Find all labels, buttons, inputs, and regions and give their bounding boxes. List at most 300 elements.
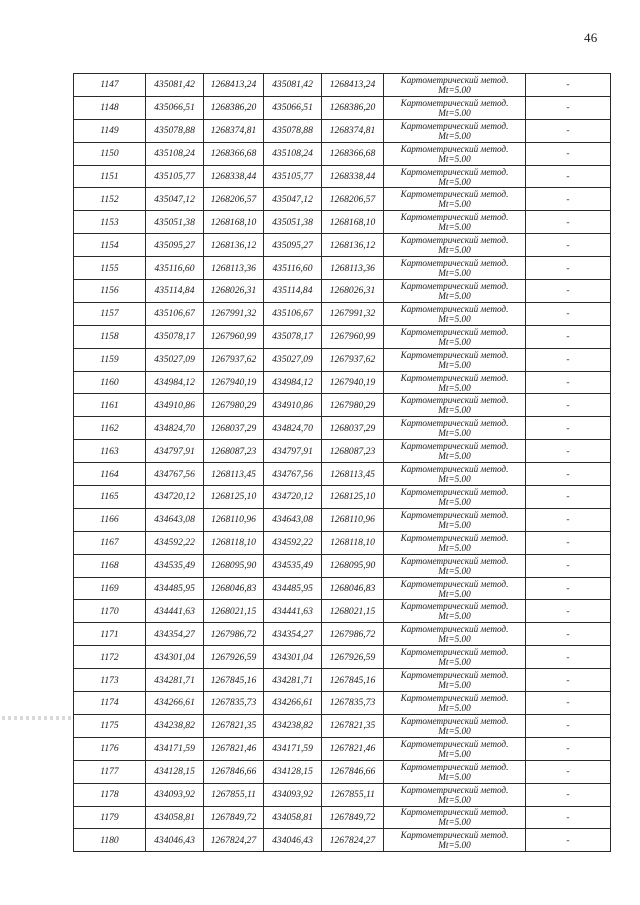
method-text: Картометрический метод.	[400, 166, 509, 177]
description-cell: -	[526, 257, 611, 280]
method-cell	[384, 806, 526, 829]
description-cell: -	[526, 531, 611, 554]
table-row	[74, 96, 611, 119]
table-row	[74, 74, 611, 97]
point-number-cell: 1161	[74, 394, 146, 417]
method-text: Картометрический метод.	[400, 74, 509, 85]
x-coordinate-cell: 434171,59	[146, 737, 204, 760]
point-number-cell: 1155	[74, 257, 146, 280]
method-cell	[384, 394, 526, 417]
table-row	[74, 165, 611, 188]
x-coordinate-cell: 435114,84	[146, 280, 204, 303]
table-row	[74, 600, 611, 623]
description-cell: -	[526, 371, 611, 394]
table-row	[74, 371, 611, 394]
point-number-cell: 1175	[74, 714, 146, 737]
description-cell: -	[526, 440, 611, 463]
table-row	[74, 737, 611, 760]
description-cell: -	[526, 417, 611, 440]
table-row	[74, 646, 611, 669]
method-cell	[384, 211, 526, 234]
y-coordinate-cell: 1268168,10	[322, 211, 384, 234]
point-number-cell: 1156	[74, 280, 146, 303]
y-coordinate-cell: 1268413,24	[204, 74, 264, 97]
accuracy-text: Mt=5.00	[438, 359, 471, 370]
x-coordinate-cell: 434266,61	[146, 692, 204, 715]
method-cell	[384, 783, 526, 806]
y-coordinate-cell: 1267846,66	[322, 760, 384, 783]
x-coordinate-cell: 434354,27	[264, 623, 322, 646]
x-coordinate-cell: 435108,24	[146, 142, 204, 165]
table-row	[74, 325, 611, 348]
accuracy-text: Mt=5.00	[438, 84, 471, 95]
y-coordinate-cell: 1267849,72	[322, 806, 384, 829]
x-coordinate-cell: 434281,71	[264, 669, 322, 692]
description-cell: -	[526, 806, 611, 829]
y-coordinate-cell: 1267991,32	[322, 302, 384, 325]
method-text: Картометрический метод.	[400, 212, 509, 223]
method-cell	[384, 371, 526, 394]
table-row	[74, 257, 611, 280]
x-coordinate-cell: 435066,51	[264, 96, 322, 119]
x-coordinate-cell: 435105,77	[264, 165, 322, 188]
x-coordinate-cell: 434058,81	[264, 806, 322, 829]
accuracy-text: Mt=5.00	[438, 290, 471, 301]
method-text: Картометрический метод.	[400, 280, 509, 291]
description-cell: -	[526, 463, 611, 486]
x-coordinate-cell: 434797,91	[264, 440, 322, 463]
method-cell	[384, 165, 526, 188]
accuracy-text: Mt=5.00	[438, 542, 471, 553]
description-cell: -	[526, 508, 611, 531]
table-row	[74, 806, 611, 829]
table-row	[74, 119, 611, 142]
coordinates-table	[73, 73, 611, 852]
method-text: Картометрический метод.	[400, 395, 509, 406]
method-text: Картометрический метод.	[400, 349, 509, 360]
description-cell: -	[526, 188, 611, 211]
method-text: Картометрический метод.	[400, 326, 509, 337]
table-row	[74, 280, 611, 303]
point-number-cell: 1148	[74, 96, 146, 119]
point-number-cell: 1157	[74, 302, 146, 325]
description-cell: -	[526, 302, 611, 325]
accuracy-text: Mt=5.00	[438, 496, 471, 507]
method-text: Картометрический метод.	[400, 258, 509, 269]
y-coordinate-cell: 1268110,96	[204, 508, 264, 531]
table-row	[74, 302, 611, 325]
method-text: Картометрический метод.	[400, 692, 509, 703]
method-cell	[384, 623, 526, 646]
x-coordinate-cell: 435066,51	[146, 96, 204, 119]
method-cell	[384, 96, 526, 119]
y-coordinate-cell: 1267980,29	[322, 394, 384, 417]
x-coordinate-cell: 435078,17	[264, 325, 322, 348]
x-coordinate-cell: 435078,88	[146, 119, 204, 142]
y-coordinate-cell: 1267940,19	[322, 371, 384, 394]
x-coordinate-cell: 434643,08	[264, 508, 322, 531]
point-number-cell: 1169	[74, 577, 146, 600]
x-coordinate-cell: 434984,12	[146, 371, 204, 394]
x-coordinate-cell: 435078,17	[146, 325, 204, 348]
x-coordinate-cell: 435095,27	[264, 234, 322, 257]
description-cell: -	[526, 211, 611, 234]
table-row	[74, 417, 611, 440]
x-coordinate-cell: 434046,43	[146, 829, 204, 852]
method-cell	[384, 280, 526, 303]
description-cell: -	[526, 348, 611, 371]
method-cell	[384, 119, 526, 142]
method-text: Картометрический метод.	[400, 303, 509, 314]
x-coordinate-cell: 434093,92	[146, 783, 204, 806]
scan-artifact	[2, 716, 72, 720]
x-coordinate-cell: 434643,08	[146, 508, 204, 531]
method-text: Картометрический метод.	[400, 715, 509, 726]
point-number-cell: 1172	[74, 646, 146, 669]
accuracy-text: Mt=5.00	[438, 725, 471, 736]
y-coordinate-cell: 1268046,83	[204, 577, 264, 600]
table-row	[74, 486, 611, 509]
y-coordinate-cell: 1268366,68	[322, 142, 384, 165]
method-text: Картометрический метод.	[400, 670, 509, 681]
x-coordinate-cell: 435106,67	[146, 302, 204, 325]
method-cell	[384, 440, 526, 463]
point-number-cell: 1147	[74, 74, 146, 97]
x-coordinate-cell: 434441,63	[146, 600, 204, 623]
x-coordinate-cell: 434535,49	[146, 554, 204, 577]
x-coordinate-cell: 434767,56	[146, 463, 204, 486]
method-cell	[384, 646, 526, 669]
y-coordinate-cell: 1268087,23	[204, 440, 264, 463]
accuracy-text: Mt=5.00	[438, 382, 471, 393]
table-row	[74, 463, 611, 486]
table-row	[74, 348, 611, 371]
method-text: Картометрический метод.	[400, 830, 509, 841]
method-cell	[384, 188, 526, 211]
accuracy-text: Mt=5.00	[438, 817, 471, 828]
accuracy-text: Mt=5.00	[438, 565, 471, 576]
x-coordinate-cell: 434354,27	[146, 623, 204, 646]
method-text: Картометрический метод.	[400, 486, 509, 497]
point-number-cell: 1168	[74, 554, 146, 577]
x-coordinate-cell: 434128,15	[146, 760, 204, 783]
method-cell	[384, 325, 526, 348]
y-coordinate-cell: 1268037,29	[204, 417, 264, 440]
accuracy-text: Mt=5.00	[438, 474, 471, 485]
y-coordinate-cell: 1268113,45	[204, 463, 264, 486]
y-coordinate-cell: 1268136,12	[322, 234, 384, 257]
page-number: 46	[584, 30, 598, 45]
x-coordinate-cell: 434046,43	[264, 829, 322, 852]
x-coordinate-cell: 435027,09	[264, 348, 322, 371]
description-cell: -	[526, 577, 611, 600]
y-coordinate-cell: 1267980,29	[204, 394, 264, 417]
description-cell: -	[526, 600, 611, 623]
accuracy-text: Mt=5.00	[438, 748, 471, 759]
y-coordinate-cell: 1267845,16	[204, 669, 264, 692]
x-coordinate-cell: 435081,42	[146, 74, 204, 97]
x-coordinate-cell: 434767,56	[264, 463, 322, 486]
accuracy-text: Mt=5.00	[438, 680, 471, 691]
x-coordinate-cell: 434535,49	[264, 554, 322, 577]
method-cell	[384, 257, 526, 280]
x-coordinate-cell: 434485,95	[264, 577, 322, 600]
x-coordinate-cell: 434797,91	[146, 440, 204, 463]
method-text: Картометрический метод.	[400, 120, 509, 131]
table-row	[74, 623, 611, 646]
x-coordinate-cell: 435095,27	[146, 234, 204, 257]
x-coordinate-cell: 435108,24	[264, 142, 322, 165]
method-text: Картометрический метод.	[400, 647, 509, 658]
table-row	[74, 577, 611, 600]
point-number-cell: 1159	[74, 348, 146, 371]
method-text: Картометрический метод.	[400, 143, 509, 154]
x-coordinate-cell: 435116,60	[264, 257, 322, 280]
point-number-cell: 1153	[74, 211, 146, 234]
y-coordinate-cell: 1268338,44	[204, 165, 264, 188]
description-cell: -	[526, 783, 611, 806]
x-coordinate-cell: 434171,59	[264, 737, 322, 760]
method-text: Картометрический метод.	[400, 509, 509, 520]
y-coordinate-cell: 1268026,31	[322, 280, 384, 303]
method-text: Картометрический метод.	[400, 578, 509, 589]
method-cell	[384, 142, 526, 165]
method-text: Картометрический метод.	[400, 235, 509, 246]
accuracy-text: Mt=5.00	[438, 405, 471, 416]
y-coordinate-cell: 1268136,12	[204, 234, 264, 257]
point-number-cell: 1167	[74, 531, 146, 554]
method-cell	[384, 486, 526, 509]
point-number-cell: 1154	[74, 234, 146, 257]
accuracy-text: Mt=5.00	[438, 657, 471, 668]
y-coordinate-cell: 1268046,83	[322, 577, 384, 600]
accuracy-text: Mt=5.00	[438, 176, 471, 187]
y-coordinate-cell: 1268021,15	[322, 600, 384, 623]
point-number-cell: 1178	[74, 783, 146, 806]
y-coordinate-cell: 1268413,24	[322, 74, 384, 97]
method-text: Картометрический метод.	[400, 372, 509, 383]
x-coordinate-cell: 434093,92	[264, 783, 322, 806]
point-number-cell: 1152	[74, 188, 146, 211]
y-coordinate-cell: 1268118,10	[204, 531, 264, 554]
y-coordinate-cell: 1268386,20	[204, 96, 264, 119]
table-row	[74, 394, 611, 417]
y-coordinate-cell: 1268366,68	[204, 142, 264, 165]
method-text: Картометрический метод.	[400, 464, 509, 475]
table-body	[74, 74, 611, 852]
y-coordinate-cell: 1267846,66	[204, 760, 264, 783]
y-coordinate-cell: 1268206,57	[204, 188, 264, 211]
accuracy-text: Mt=5.00	[438, 268, 471, 279]
y-coordinate-cell: 1268338,44	[322, 165, 384, 188]
x-coordinate-cell: 435027,09	[146, 348, 204, 371]
accuracy-text: Mt=5.00	[438, 313, 471, 324]
accuracy-text: Mt=5.00	[438, 634, 471, 645]
y-coordinate-cell: 1268095,90	[322, 554, 384, 577]
method-cell	[384, 302, 526, 325]
y-coordinate-cell: 1268374,81	[204, 119, 264, 142]
accuracy-text: Mt=5.00	[438, 222, 471, 233]
method-cell	[384, 554, 526, 577]
x-coordinate-cell: 434441,63	[264, 600, 322, 623]
accuracy-text: Mt=5.00	[438, 588, 471, 599]
accuracy-text: Mt=5.00	[438, 451, 471, 462]
y-coordinate-cell: 1267824,27	[204, 829, 264, 852]
y-coordinate-cell: 1267855,11	[322, 783, 384, 806]
table-row	[74, 692, 611, 715]
method-cell	[384, 417, 526, 440]
method-cell	[384, 692, 526, 715]
description-cell: -	[526, 646, 611, 669]
x-coordinate-cell: 434238,82	[146, 714, 204, 737]
x-coordinate-cell: 434301,04	[264, 646, 322, 669]
description-cell: -	[526, 669, 611, 692]
x-coordinate-cell: 435047,12	[264, 188, 322, 211]
method-cell	[384, 737, 526, 760]
y-coordinate-cell: 1267821,46	[322, 737, 384, 760]
table-row	[74, 508, 611, 531]
y-coordinate-cell: 1268037,29	[322, 417, 384, 440]
y-coordinate-cell: 1267821,35	[204, 714, 264, 737]
method-cell	[384, 577, 526, 600]
y-coordinate-cell: 1267937,62	[322, 348, 384, 371]
method-cell	[384, 829, 526, 852]
y-coordinate-cell: 1267940,19	[204, 371, 264, 394]
point-number-cell: 1171	[74, 623, 146, 646]
x-coordinate-cell: 434128,15	[264, 760, 322, 783]
accuracy-text: Mt=5.00	[438, 245, 471, 256]
y-coordinate-cell: 1268026,31	[204, 280, 264, 303]
y-coordinate-cell: 1268206,57	[322, 188, 384, 211]
description-cell: -	[526, 165, 611, 188]
point-number-cell: 1179	[74, 806, 146, 829]
method-cell	[384, 348, 526, 371]
y-coordinate-cell: 1268021,15	[204, 600, 264, 623]
point-number-cell: 1177	[74, 760, 146, 783]
x-coordinate-cell: 435078,88	[264, 119, 322, 142]
y-coordinate-cell: 1267855,11	[204, 783, 264, 806]
method-text: Картометрический метод.	[400, 189, 509, 200]
y-coordinate-cell: 1267986,72	[204, 623, 264, 646]
x-coordinate-cell: 435051,38	[146, 211, 204, 234]
y-coordinate-cell: 1267849,72	[204, 806, 264, 829]
x-coordinate-cell: 434592,22	[264, 531, 322, 554]
point-number-cell: 1174	[74, 692, 146, 715]
point-number-cell: 1163	[74, 440, 146, 463]
method-cell	[384, 669, 526, 692]
point-number-cell: 1158	[74, 325, 146, 348]
x-coordinate-cell: 435116,60	[146, 257, 204, 280]
table-row	[74, 714, 611, 737]
accuracy-text: Mt=5.00	[438, 702, 471, 713]
method-cell	[384, 234, 526, 257]
description-cell: -	[526, 142, 611, 165]
y-coordinate-cell: 1267926,59	[322, 646, 384, 669]
method-text: Картометрический метод.	[400, 418, 509, 429]
description-cell: -	[526, 325, 611, 348]
accuracy-text: Mt=5.00	[438, 336, 471, 347]
y-coordinate-cell: 1268095,90	[204, 554, 264, 577]
description-cell: -	[526, 760, 611, 783]
x-coordinate-cell: 434485,95	[146, 577, 204, 600]
x-coordinate-cell: 434824,70	[264, 417, 322, 440]
table-row	[74, 142, 611, 165]
x-coordinate-cell: 435051,38	[264, 211, 322, 234]
table-row	[74, 829, 611, 852]
x-coordinate-cell: 434281,71	[146, 669, 204, 692]
point-number-cell: 1164	[74, 463, 146, 486]
point-number-cell: 1173	[74, 669, 146, 692]
x-coordinate-cell: 434984,12	[264, 371, 322, 394]
point-number-cell: 1151	[74, 165, 146, 188]
table-row	[74, 783, 611, 806]
y-coordinate-cell: 1268113,45	[322, 463, 384, 486]
y-coordinate-cell: 1268113,36	[322, 257, 384, 280]
x-coordinate-cell: 435114,84	[264, 280, 322, 303]
x-coordinate-cell: 434266,61	[264, 692, 322, 715]
method-cell	[384, 714, 526, 737]
x-coordinate-cell: 435106,67	[264, 302, 322, 325]
y-coordinate-cell: 1267991,32	[204, 302, 264, 325]
description-cell: -	[526, 119, 611, 142]
accuracy-text: Mt=5.00	[438, 428, 471, 439]
method-cell	[384, 760, 526, 783]
accuracy-text: Mt=5.00	[438, 611, 471, 622]
y-coordinate-cell: 1268110,96	[322, 508, 384, 531]
method-text: Картометрический метод.	[400, 555, 509, 566]
method-cell	[384, 74, 526, 97]
method-text: Картометрический метод.	[400, 441, 509, 452]
table-row	[74, 440, 611, 463]
y-coordinate-cell: 1268125,10	[204, 486, 264, 509]
x-coordinate-cell: 434592,22	[146, 531, 204, 554]
accuracy-text: Mt=5.00	[438, 794, 471, 805]
method-cell	[384, 600, 526, 623]
method-text: Картометрический метод.	[400, 532, 509, 543]
description-cell: -	[526, 554, 611, 577]
description-cell: -	[526, 829, 611, 852]
x-coordinate-cell: 434720,12	[264, 486, 322, 509]
accuracy-text: Mt=5.00	[438, 153, 471, 164]
y-coordinate-cell: 1267835,73	[204, 692, 264, 715]
x-coordinate-cell: 434910,86	[264, 394, 322, 417]
x-coordinate-cell: 435081,42	[264, 74, 322, 97]
y-coordinate-cell: 1267845,16	[322, 669, 384, 692]
x-coordinate-cell: 434824,70	[146, 417, 204, 440]
accuracy-text: Mt=5.00	[438, 199, 471, 210]
point-number-cell: 1149	[74, 119, 146, 142]
y-coordinate-cell: 1268087,23	[322, 440, 384, 463]
method-text: Картометрический метод.	[400, 624, 509, 635]
y-coordinate-cell: 1267926,59	[204, 646, 264, 669]
y-coordinate-cell: 1268113,36	[204, 257, 264, 280]
point-number-cell: 1160	[74, 371, 146, 394]
x-coordinate-cell: 434238,82	[264, 714, 322, 737]
point-number-cell: 1162	[74, 417, 146, 440]
y-coordinate-cell: 1267824,27	[322, 829, 384, 852]
method-text: Картометрический метод.	[400, 784, 509, 795]
x-coordinate-cell: 435047,12	[146, 188, 204, 211]
description-cell: -	[526, 74, 611, 97]
y-coordinate-cell: 1267986,72	[322, 623, 384, 646]
accuracy-text: Mt=5.00	[438, 771, 471, 782]
method-text: Картометрический метод.	[400, 601, 509, 612]
point-number-cell: 1165	[74, 486, 146, 509]
table-row	[74, 531, 611, 554]
point-number-cell: 1170	[74, 600, 146, 623]
method-cell	[384, 531, 526, 554]
x-coordinate-cell: 434058,81	[146, 806, 204, 829]
